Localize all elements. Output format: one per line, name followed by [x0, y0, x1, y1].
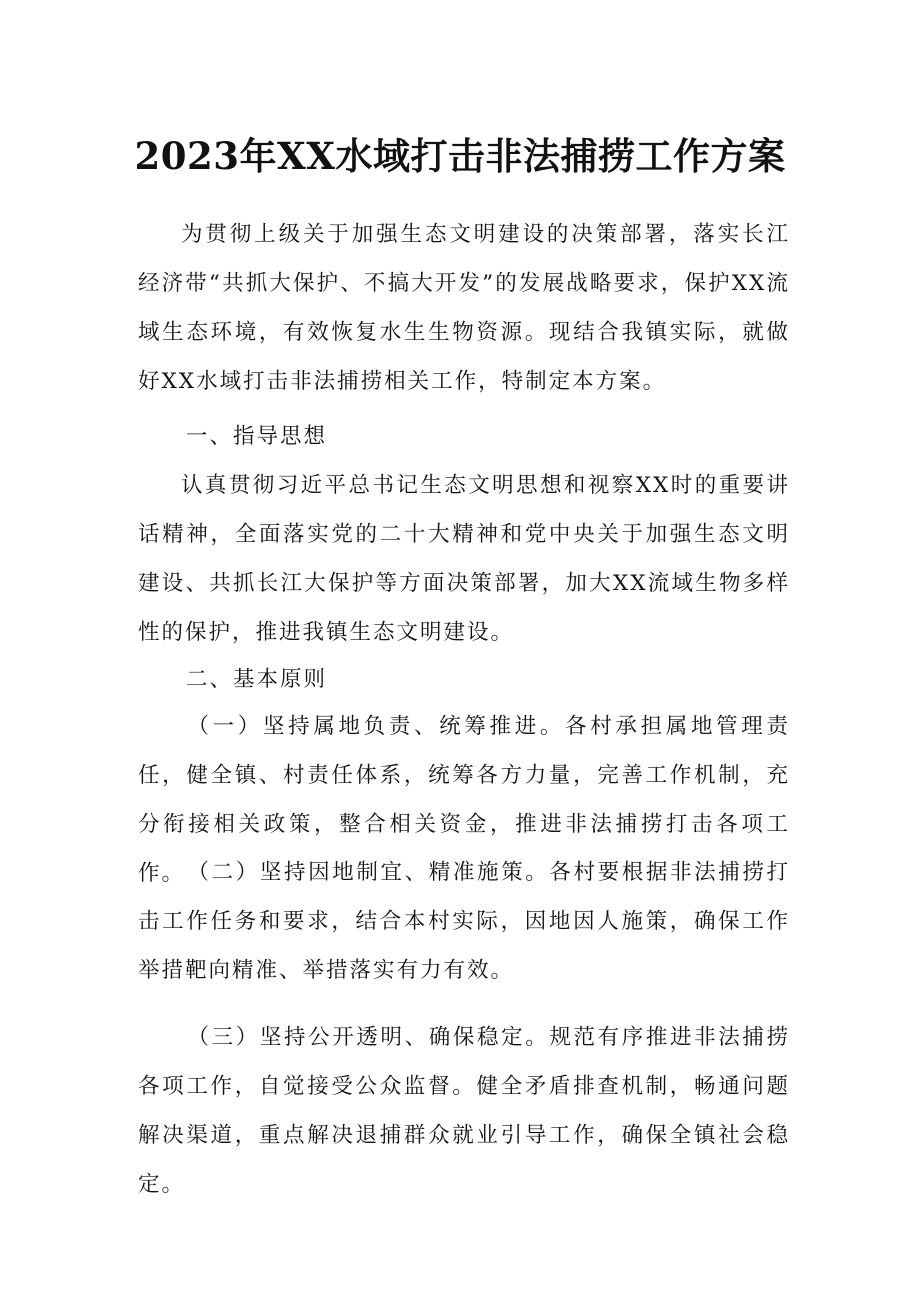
principle-item-1: （一）坚持属地负责、统筹推进。各村承担属地管理责任，健全镇、村责任体系，统筹各方力量，完善工作机制，充分衔接相关政策，整合相关资金，推进非法捕捞打击各项工作。 — [138, 714, 790, 886]
section-heading-guiding-thought: 一、指导思想 — [186, 424, 328, 449]
section-heading-basic-principles: 二、基本原则 — [186, 667, 328, 692]
principle-item-2: （二）坚持因地制宜、精准施策。各村要根据非法捕捞打击工作任务和要求，结合本村实际，因地因人施策，确保工作举措靶向精准、举措落实有力有效。 — [138, 860, 790, 983]
guiding-thought-paragraph: 认真贯彻习近平总书记生态文明思想和视察XX时的重要讲话精神，全面落实党的二十大精神和党中央关于加强生态文明建设、共抓长江大保护等方面决策部署，加大XX流域生物多样性的保护，推进我镇生态文明建设。 — [138, 473, 790, 645]
document-title: 2023年XX水域打击非法捕捞工作方案 — [134, 134, 786, 178]
principle-item-3: （三）坚持公开透明、确保稳定。规范有序推进非法捕捞各项工作，自觉接受公众监督。健全矛盾排查机制，畅通问题解决渠道，重点解决退捕群众就业引导工作，确保全镇社会稳定。 — [138, 1025, 790, 1197]
intro-paragraph: 为贯彻上级关于加强生态文明建设的决策部署，落实长江经济带“共抓大保护、不搞大开发”的发展战略要求，保护XX流域生态环境，有效恢复水生生物资源。现结合我镇实际，就做好XX水域打击非法捕捞相关工作，特制定本方案。 — [138, 222, 790, 394]
